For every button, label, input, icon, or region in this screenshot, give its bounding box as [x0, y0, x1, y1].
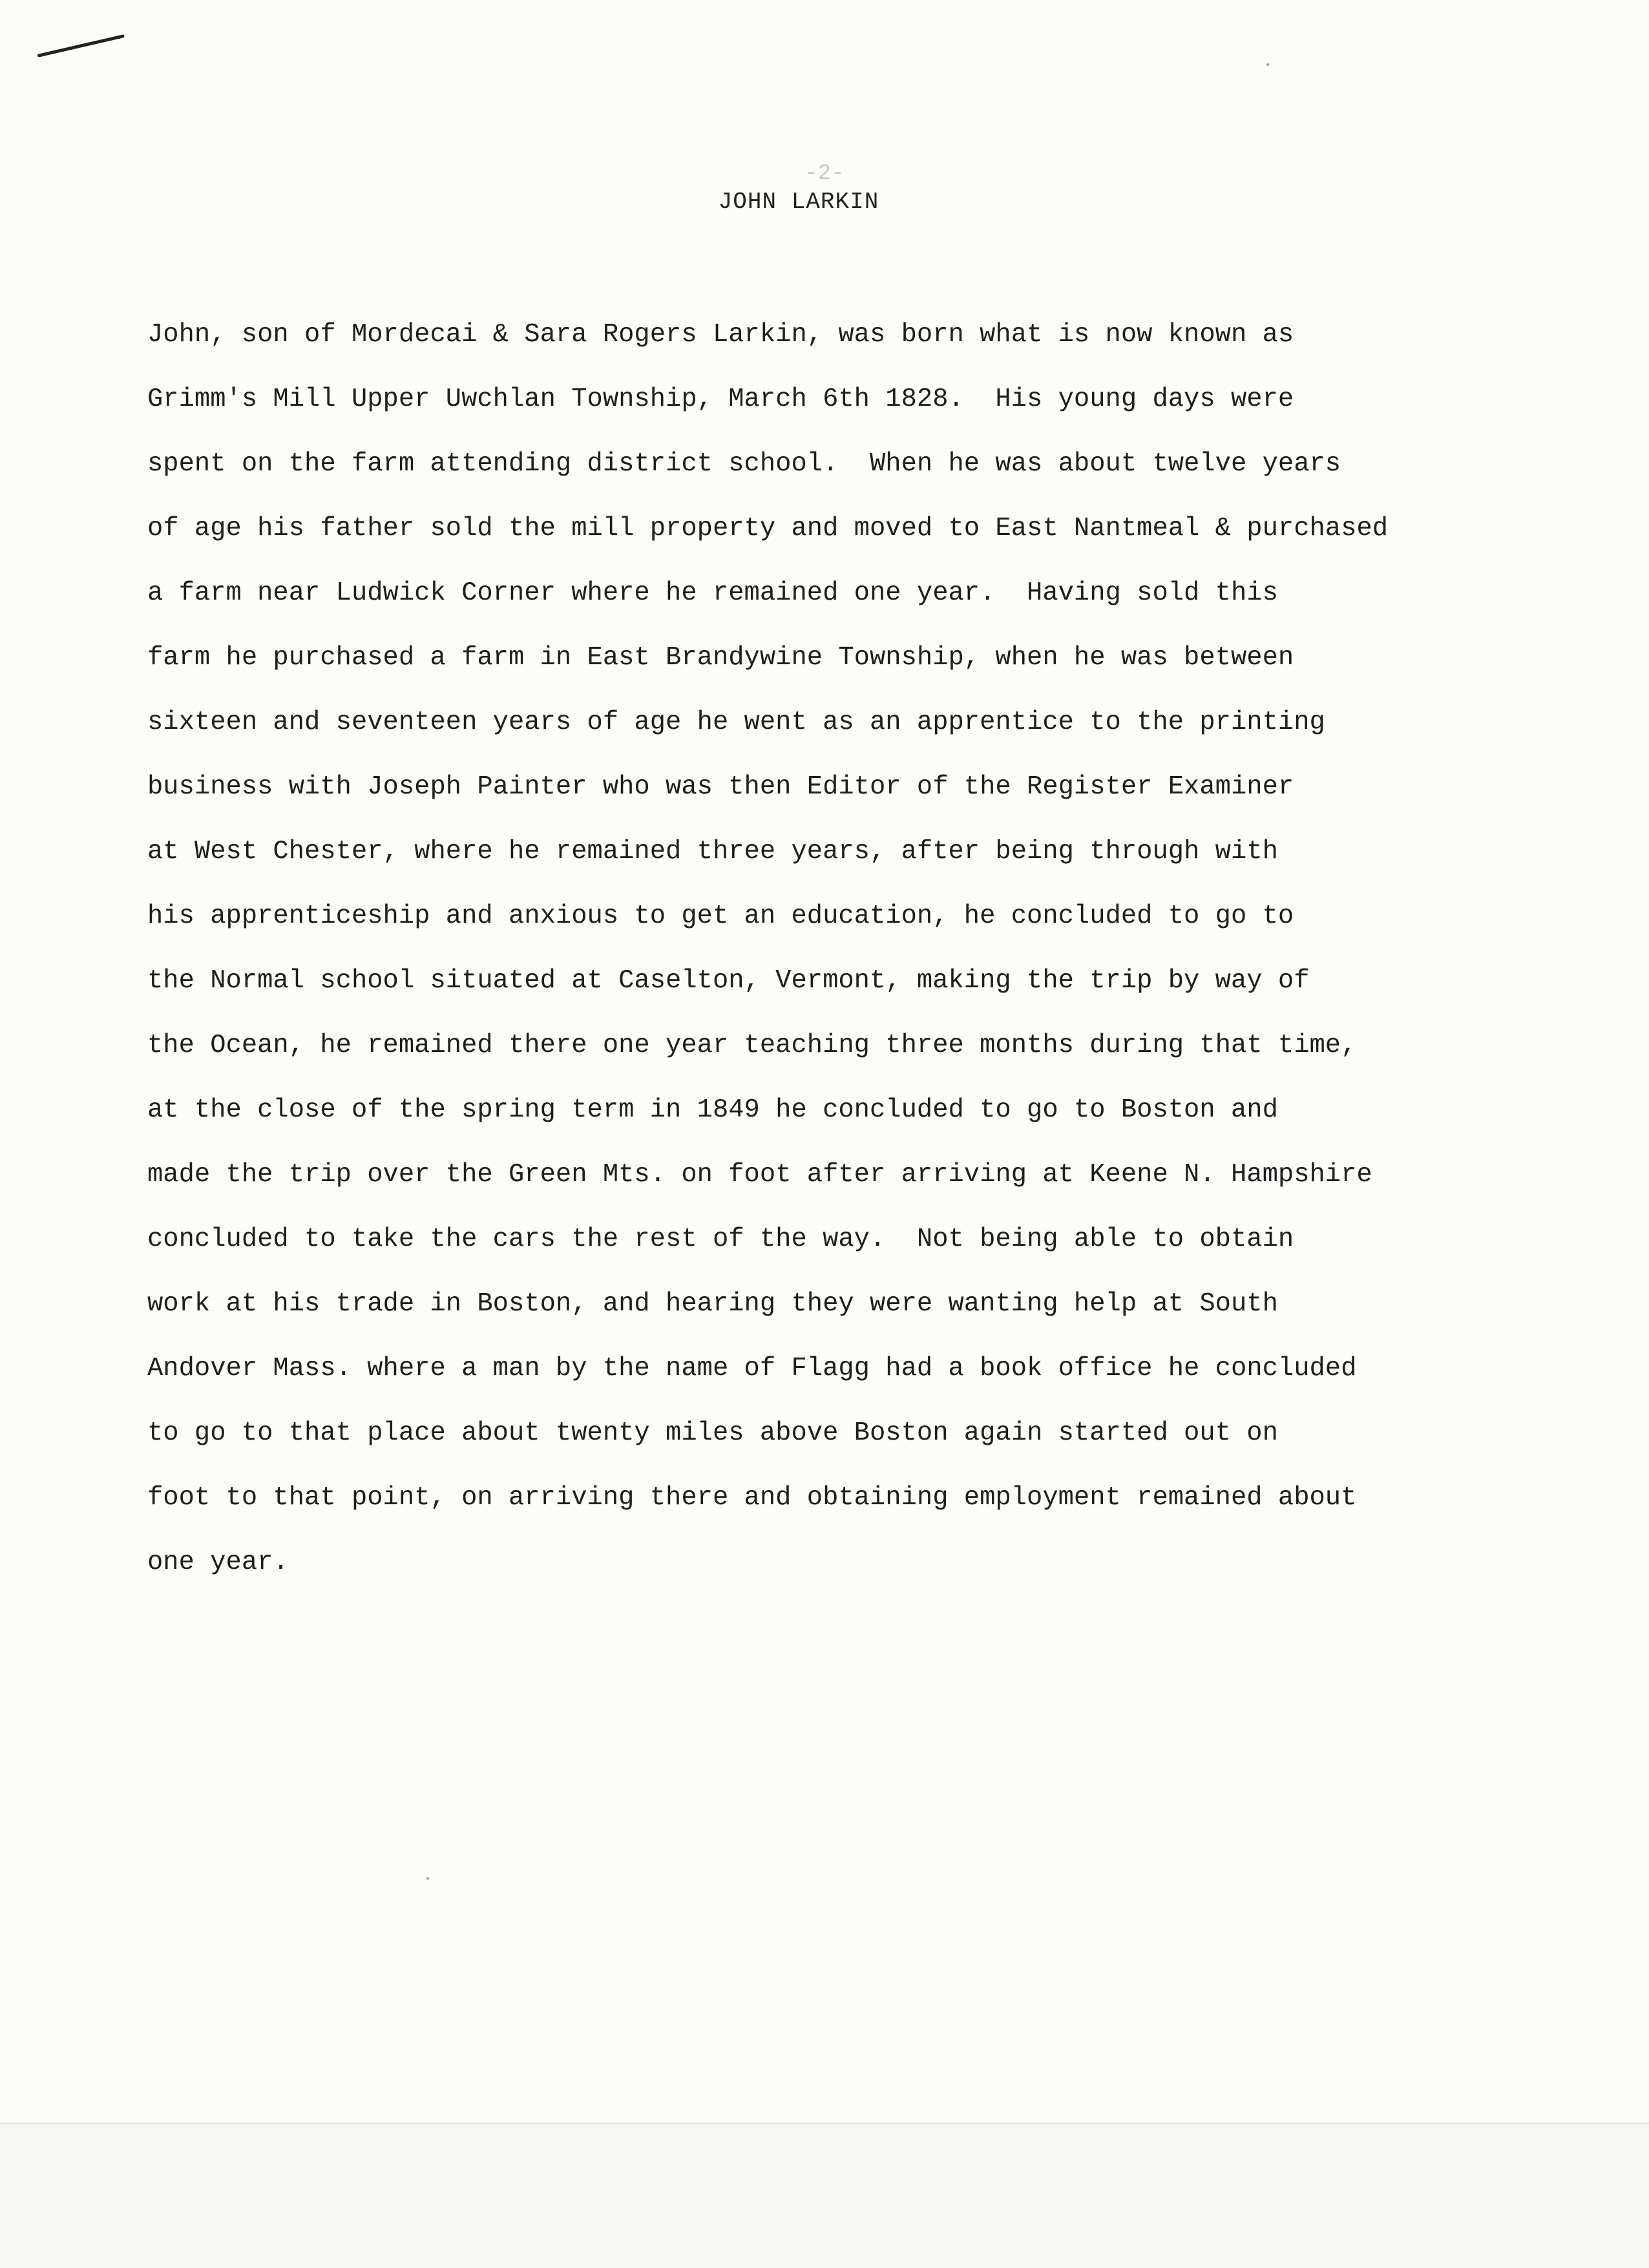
- text-line: concluded to take the cars the rest of the way. Not being able to obtain: [147, 1224, 1294, 1254]
- text-line: one year.: [147, 1548, 289, 1577]
- text-line: farm he purchased a farm in East Brandywine Township, when he was between: [147, 643, 1294, 673]
- text-line: made the trip over the Green Mts. on foot after arriving at Keene N. Hampshire: [147, 1160, 1372, 1190]
- text-line: John, son of Mordecai & Sara Rogers Larkin, was born what is now known as: [147, 320, 1294, 350]
- page-number: -2-: [804, 162, 845, 186]
- text-line: the Ocean, he remained there one year teaching three months during that time,: [147, 1031, 1357, 1060]
- text-line: sixteen and seventeen years of age he went as an apprentice to the printing: [147, 708, 1325, 737]
- text-line: at the close of the spring term in 1849 he concluded to go to Boston and: [147, 1095, 1278, 1125]
- pen-mark: [37, 34, 125, 58]
- text-line: his apprenticeship and anxious to get an education, he concluded to go to: [147, 901, 1294, 931]
- text-line: business with Joseph Painter who was then Editor of the Register Examiner: [147, 772, 1294, 802]
- page-title: JOHN LARKIN: [718, 189, 879, 215]
- text-line: Andover Mass. where a man by the name of Flagg had a book office he concluded: [147, 1354, 1357, 1383]
- text-line: foot to that point, on arriving there and obtaining employment remained about: [147, 1483, 1357, 1513]
- text-line: work at his trade in Boston, and hearing they were wanting help at South: [147, 1289, 1278, 1319]
- text-line: spent on the farm attending district school. When he was about twelve years: [147, 449, 1341, 479]
- paper-speck: [426, 1877, 429, 1880]
- body-text: [147, 315, 1595, 1608]
- paper-speck: [1266, 63, 1269, 66]
- text-line: of age his father sold the mill property and moved to East Nantmeal & purchased: [147, 514, 1389, 543]
- text-line: to go to that place about twenty miles above Boston again started out on: [147, 1418, 1278, 1448]
- text-line: Grimm's Mill Upper Uwchlan Township, March 6th 1828. His young days were: [147, 384, 1294, 414]
- text-line: at West Chester, where he remained three years, after being through with: [147, 837, 1278, 866]
- text-line: the Normal school situated at Caselton, Vermont, making the trip by way of: [147, 966, 1310, 996]
- scan-margin: [0, 2123, 1649, 2268]
- text-line: a farm near Ludwick Corner where he remained one year. Having sold this: [147, 578, 1278, 608]
